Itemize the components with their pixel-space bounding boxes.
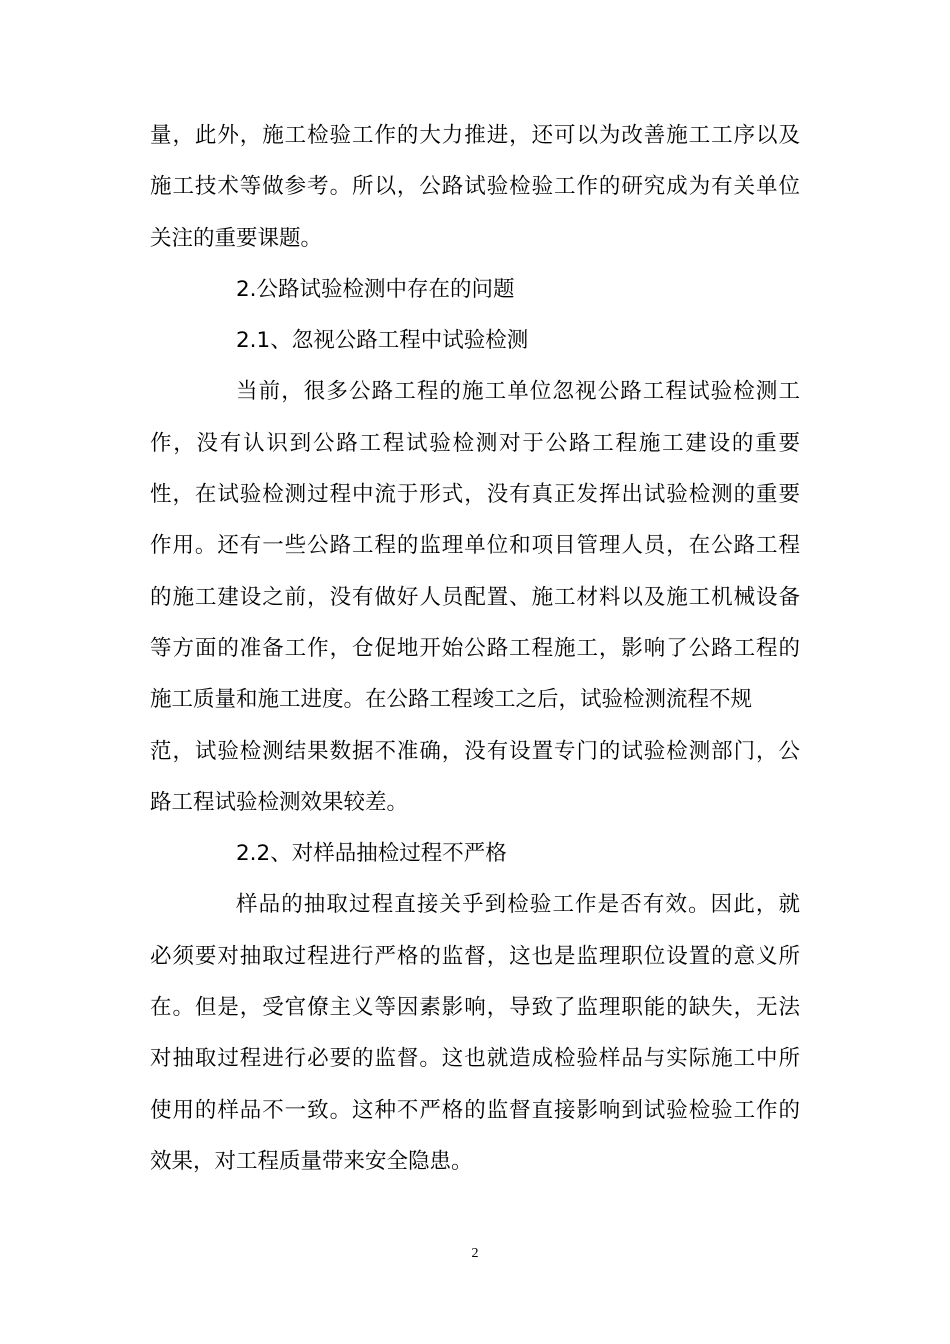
section-heading-2-2: 2.2、对样品抽检过程不严格	[236, 841, 507, 867]
text-line: 作用。还有一些公路工程的监理单位和项目管理人员，在公路工程	[150, 533, 800, 559]
text-line: 施工技术等做参考。所以，公路试验检验工作的研究成为有关单位	[150, 174, 800, 200]
text-line: 对抽取过程进行必要的监督。这也就造成检验样品与实际施工中所	[150, 1046, 800, 1072]
text-line: 使用的样品不一致。这种不严格的监督直接影响到试验检验工作的	[150, 1097, 800, 1123]
paragraph-3	[150, 879, 800, 1187]
text-line: 量，此外，施工检验工作的大力推进，还可以为改善施工工序以及	[150, 123, 800, 148]
document-body	[150, 110, 800, 1187]
text-line: 必须要对抽取过程进行严格的监督，这也是监理职位设置的意义所	[150, 943, 800, 969]
text-line: 性，在试验检测过程中流于形式，没有真正发挥出试验检测的重要	[150, 482, 800, 508]
text-line: 范，试验检测结果数据不准确，没有设置专门的试验检测部门，公	[150, 738, 800, 764]
page-number: 2	[471, 1246, 479, 1261]
text-line: 样品的抽取过程直接关乎到检验工作是否有效。因此，就	[236, 892, 800, 918]
text-line: 路工程试验检测效果较差。	[150, 789, 409, 815]
section-heading-2-1: 2.1、忽视公路工程中试验检测	[236, 328, 529, 354]
text-line: 当前，很多公路工程的施工单位忽视公路工程试验检测工	[236, 379, 800, 405]
section-heading-2: 2.公路试验检测中存在的问题	[236, 276, 515, 302]
text-line: 关注的重要课题。	[150, 225, 323, 251]
paragraph-1	[150, 110, 800, 264]
text-line: 施工质量和施工进度。在公路工程竣工之后，试验检测流程不规	[150, 687, 753, 713]
text-line: 效果，对工程质量带来安全隐患。	[150, 1148, 473, 1174]
text-line: 的施工建设之前，没有做好人员配置、施工材料以及施工机械设备	[150, 584, 800, 610]
text-line: 作，没有认识到公路工程试验检测对于公路工程施工建设的重要	[150, 430, 800, 456]
text-line: 等方面的准备工作，仓促地开始公路工程施工，影响了公路工程的	[150, 635, 800, 661]
paragraph-2	[150, 366, 800, 828]
text-line: 在。但是，受官僚主义等因素影响，导致了监理职能的缺失，无法	[150, 995, 800, 1021]
